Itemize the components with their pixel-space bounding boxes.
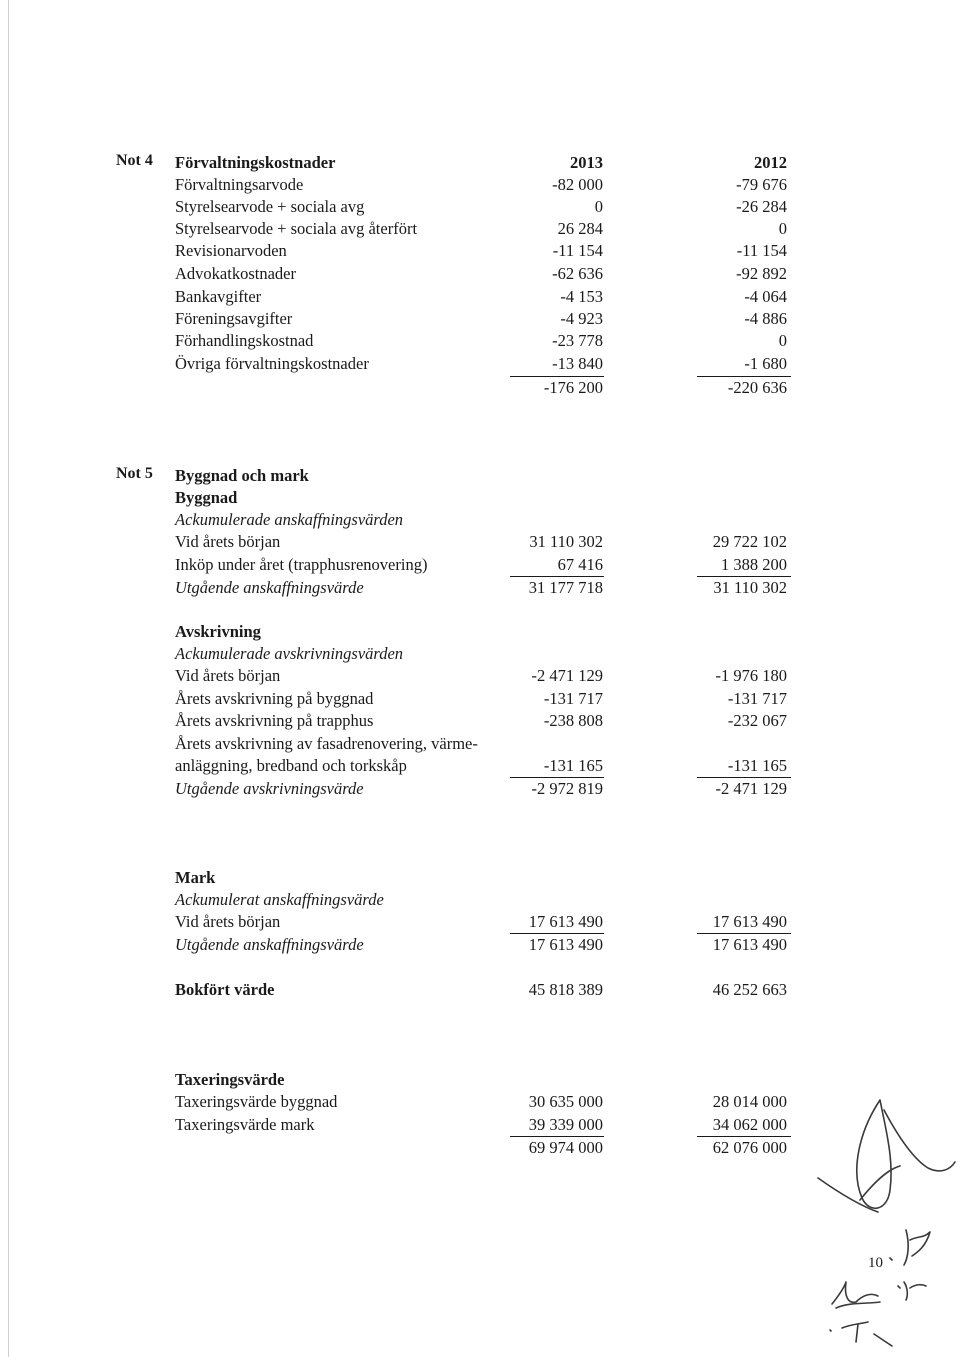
section-heading	[175, 1069, 795, 1091]
row-label: Utgående avskrivningsvärde	[175, 779, 364, 798]
row-value-2012: 0	[778, 331, 787, 350]
table-row	[175, 353, 795, 375]
note5-header-row	[175, 465, 795, 487]
row-value-2012: 1 388 200	[721, 555, 787, 574]
page-edge-line	[8, 0, 9, 1357]
row-value-2013: 67 416	[557, 555, 603, 574]
row-label: Bokfört värde	[175, 980, 275, 999]
table-row	[175, 665, 795, 687]
row-value-2013: 45 818 389	[528, 980, 603, 999]
row-value-2012: -232 067	[727, 711, 787, 730]
total-row	[175, 377, 795, 399]
row-label: anläggning, bredband och torkskåp	[175, 756, 407, 775]
row-value-2013: 17 613 490	[528, 912, 603, 931]
note5-label: Not 5	[116, 465, 153, 482]
byggnad-heading: Byggnad	[175, 488, 238, 507]
total-value-2012: 17 613 490	[712, 935, 787, 954]
total-value-2013: 69 974 000	[528, 1138, 603, 1157]
row-value-2013: 31 110 302	[529, 532, 603, 551]
byggnad-subheading: Ackumulerade anskaffningsvärden	[175, 510, 404, 529]
bokfort-row	[175, 979, 795, 1001]
section-subheading	[175, 509, 795, 531]
total-row	[175, 1137, 795, 1159]
row-label: Vid årets början	[175, 532, 281, 551]
row-label: Föreningsavgifter	[175, 309, 293, 328]
row-label: Förhandlingskostnad	[175, 331, 314, 350]
row-label: Revisionarvoden	[175, 241, 287, 260]
row-value-2012: -79 676	[736, 175, 787, 194]
section-heading	[175, 621, 795, 643]
row-label: Årets avskrivning på trapphus	[175, 711, 374, 730]
section-heading	[175, 487, 795, 509]
row-label: Styrelsearvode + sociala avg återfört	[175, 219, 418, 238]
row-value-2013: -131 165	[543, 756, 603, 775]
row-label: Vid årets början	[175, 912, 281, 931]
total-value-2013: -176 200	[543, 378, 603, 397]
total-value-2012: 62 076 000	[712, 1138, 787, 1157]
row-value-2013: -4 923	[560, 309, 603, 328]
row-label: Bankavgifter	[175, 287, 262, 306]
row-value-2013: -131 717	[543, 689, 603, 708]
section-subheading	[175, 643, 795, 665]
row-label: Taxeringsvärde mark	[175, 1115, 315, 1134]
row-value-2012: -1 976 180	[715, 666, 787, 685]
row-label: Årets avskrivning av fasadrenovering, värme-	[175, 734, 478, 753]
total-value-2013: -2 972 819	[531, 779, 603, 798]
note4-col2-header: 2012	[754, 153, 787, 172]
avskrivning-subheading: Ackumulerade avskrivningsvärden	[175, 644, 404, 663]
note4-col1-header: 2013	[570, 153, 603, 172]
row-label: Styrelsearvode + sociala avg	[175, 197, 365, 216]
signature-mark	[800, 1090, 960, 1357]
row-value-2013: -13 840	[552, 354, 603, 373]
row-value-2012: -92 892	[736, 264, 787, 283]
row-value-2013: 26 284	[557, 219, 603, 238]
table-row	[175, 286, 795, 308]
table-row	[175, 911, 795, 933]
total-row	[175, 577, 795, 599]
note4-label: Not 4	[116, 152, 153, 169]
table-row	[175, 174, 795, 196]
row-label: Utgående anskaffningsvärde	[175, 578, 364, 597]
table-row	[175, 1114, 795, 1136]
avskrivning-heading: Avskrivning	[175, 622, 261, 641]
table-row	[175, 1091, 795, 1113]
table-row	[175, 710, 795, 732]
table-row	[175, 554, 795, 576]
mark-heading: Mark	[175, 868, 216, 887]
table-row	[175, 733, 795, 755]
total-value-2012: -2 471 129	[715, 779, 787, 798]
section-subheading	[175, 889, 795, 911]
row-value-2012: -131 717	[727, 689, 787, 708]
row-value-2013: 0	[594, 197, 603, 216]
row-value-2012: 46 252 663	[712, 980, 787, 999]
row-value-2013: 30 635 000	[528, 1092, 603, 1111]
note4-header-row	[175, 152, 795, 174]
row-value-2012: -4 064	[744, 287, 787, 306]
note4-title: Förvaltningskostnader	[175, 153, 336, 172]
row-value-2012: -4 886	[744, 309, 787, 328]
row-value-2013: -82 000	[552, 175, 603, 194]
row-value-2012: -131 165	[727, 756, 787, 775]
row-value-2012: 0	[778, 219, 787, 238]
table-row	[175, 755, 795, 777]
total-value-2013: 31 177 718	[528, 578, 603, 597]
row-value-2012: 29 722 102	[712, 532, 787, 551]
row-value-2013: -62 636	[552, 264, 603, 283]
section-heading	[175, 867, 795, 889]
row-value-2012: 34 062 000	[712, 1115, 787, 1134]
table-row	[175, 218, 795, 240]
page-number: 10	[868, 1255, 883, 1271]
table-row	[175, 263, 795, 285]
row-value-2013: -2 471 129	[531, 666, 603, 685]
table-row	[175, 240, 795, 262]
row-label: Utgående anskaffningsvärde	[175, 935, 364, 954]
row-label: Taxeringsvärde byggnad	[175, 1092, 338, 1111]
total-value-2012: -220 636	[727, 378, 787, 397]
row-value-2012: 17 613 490	[712, 912, 787, 931]
row-value-2012: -26 284	[736, 197, 787, 216]
total-value-2012: 31 110 302	[713, 578, 787, 597]
row-label: Förvaltningsarvode	[175, 175, 304, 194]
row-value-2012: 28 014 000	[712, 1092, 787, 1111]
row-label: Inköp under året (trapphusrenovering)	[175, 555, 428, 574]
total-row	[175, 934, 795, 956]
table-row	[175, 196, 795, 218]
row-value-2013: 39 339 000	[528, 1115, 603, 1134]
row-value-2013: -238 808	[543, 711, 603, 730]
row-value-2013: -11 154	[552, 241, 603, 260]
table-row	[175, 330, 795, 352]
table-row	[175, 308, 795, 330]
row-value-2012: -11 154	[736, 241, 787, 260]
row-value-2012: -1 680	[744, 354, 787, 373]
mark-subheading: Ackumulerat anskaffningsvärde	[175, 890, 384, 909]
taxering-heading: Taxeringsvärde	[175, 1070, 285, 1089]
row-value-2013: -4 153	[560, 287, 603, 306]
row-value-2013: -23 778	[552, 331, 603, 350]
total-value-2013: 17 613 490	[528, 935, 603, 954]
row-label: Vid årets början	[175, 666, 281, 685]
row-label: Advokatkostnader	[175, 264, 296, 283]
table-row	[175, 531, 795, 553]
note5-title: Byggnad och mark	[175, 466, 309, 485]
row-label: Årets avskrivning på byggnad	[175, 689, 374, 708]
total-row	[175, 778, 795, 800]
row-label: Övriga förvaltningskostnader	[175, 354, 369, 373]
table-row	[175, 688, 795, 710]
